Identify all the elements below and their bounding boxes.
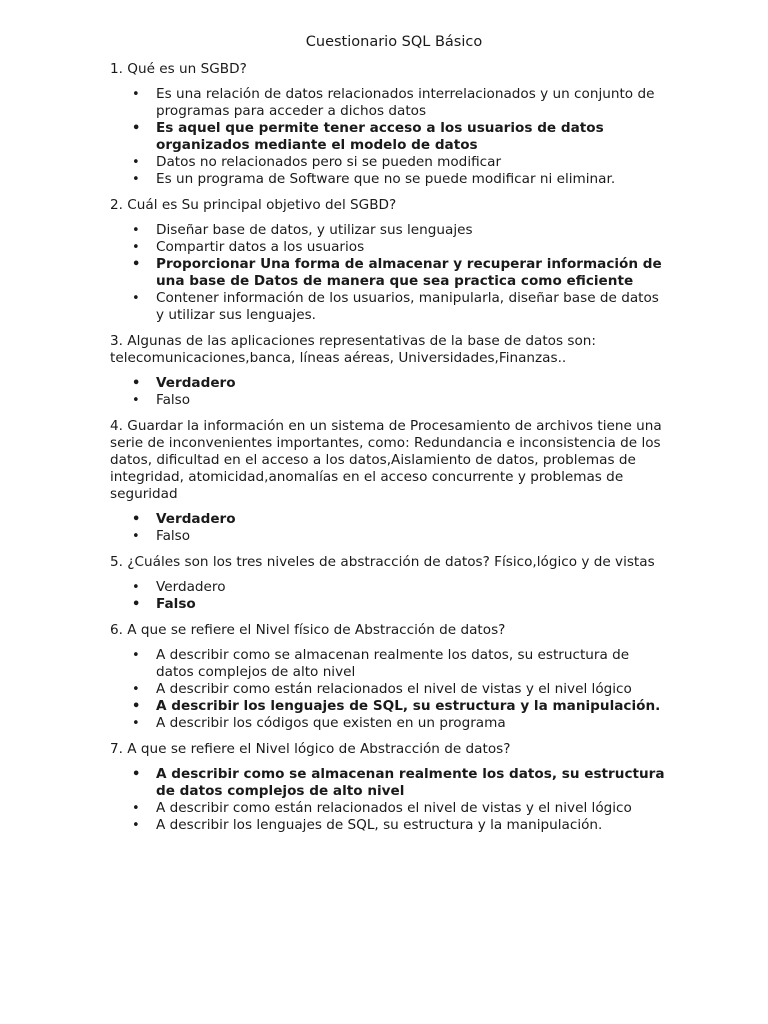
option-list [110, 86, 668, 188]
bullet-icon: • [132, 716, 140, 731]
option-text: Es un programa de Software que no se puede modificar ni eliminar. [156, 171, 616, 187]
question-block [110, 197, 668, 324]
option-item-correct [110, 256, 668, 290]
option-item [110, 528, 668, 545]
option-item-correct [110, 120, 668, 154]
option-list [110, 647, 668, 732]
bullet-icon: • [132, 172, 140, 187]
bullet-icon: • [132, 529, 140, 544]
bullet-icon: • [132, 257, 141, 272]
question-block [110, 741, 668, 834]
bullet-icon: • [132, 393, 140, 408]
option-text: A describir los códigos que existen en un programa [156, 715, 506, 731]
bullet-icon: • [132, 648, 140, 663]
option-text: Verdadero [156, 375, 236, 391]
option-text: Diseñar base de datos, y utilizar sus lenguajes [156, 222, 473, 238]
bullet-icon: • [132, 597, 141, 612]
option-item-correct [110, 766, 668, 800]
question-text: 7. A que se refiere el Nivel lógico de Abstracción de datos? [110, 741, 511, 757]
option-text: Verdadero [156, 579, 226, 595]
document-title: Cuestionario SQL Básico [305, 34, 483, 50]
option-list [110, 579, 668, 613]
bullet-icon: • [132, 767, 141, 782]
option-item [110, 222, 668, 239]
option-item [110, 579, 668, 596]
question-text: 4. Guardar la información en un sistema de Procesamiento de archivos tiene una serie de inconvenientes importantes, como: Redundancia e inconsistencia de los datos, dificultad en el acceso a los datos,Aislamiento de datos, problemas de integridad, atomicidad,anomalías en el acceso concurrente y problemas de seguridad [110, 418, 662, 502]
option-list [110, 766, 668, 834]
option-list [110, 375, 668, 409]
option-item-correct [110, 596, 668, 613]
question-block [110, 622, 668, 732]
option-item [110, 154, 668, 171]
option-text: Falso [156, 528, 191, 544]
option-item [110, 647, 668, 681]
option-item [110, 800, 668, 817]
option-item [110, 392, 668, 409]
option-item [110, 681, 668, 698]
option-text: Es una relación de datos relacionados interrelacionados y un conjunto de programas para acceder a dichos datos [156, 86, 655, 119]
bullet-icon: • [132, 291, 140, 306]
option-item [110, 171, 668, 188]
option-list [110, 222, 668, 324]
bullet-icon: • [132, 121, 141, 136]
option-item [110, 715, 668, 732]
option-text: Compartir datos a los usuarios [156, 239, 365, 255]
option-text: A describir como se almacenan realmente los datos, su estructura de datos complejos de alto nivel [156, 766, 665, 799]
question-text: 5. ¿Cuáles son los tres niveles de abstracción de datos? Físico,lógico y de vistas [110, 554, 655, 570]
bullet-icon: • [132, 87, 140, 102]
option-text: A describir los lenguajes de SQL, su estructura y la manipulación. [156, 698, 661, 714]
option-text: A describir como están relacionados el nivel de vistas y el nivel lógico [156, 681, 632, 697]
bullet-icon: • [132, 240, 140, 255]
question-text: 2. Cuál es Su principal objetivo del SGBD? [110, 197, 397, 213]
question-block [110, 333, 668, 409]
bullet-icon: • [132, 580, 140, 595]
question-block [110, 554, 668, 613]
option-item [110, 290, 668, 324]
option-list [110, 511, 668, 545]
option-item [110, 239, 668, 256]
option-text: A describir los lenguajes de SQL, su estructura y la manipulación. [156, 817, 603, 833]
option-text: Contener información de los usuarios, manipularla, diseñar base de datos y utilizar sus lenguajes. [156, 290, 659, 323]
bullet-icon: • [132, 682, 140, 697]
option-item [110, 817, 668, 834]
question-list [110, 61, 668, 834]
option-text: Verdadero [156, 511, 236, 527]
option-item-correct [110, 375, 668, 392]
bullet-icon: • [132, 512, 141, 527]
bullet-icon: • [132, 376, 141, 391]
option-text: Falso [156, 392, 191, 408]
bullet-icon: • [132, 818, 140, 833]
option-text: Falso [156, 596, 196, 612]
bullet-icon: • [132, 155, 140, 170]
option-text: Es aquel que permite tener acceso a los usuarios de datos organizados mediante el modelo de datos [156, 120, 604, 153]
question-text: 6. A que se refiere el Nivel físico de Abstracción de datos? [110, 622, 506, 638]
option-text: A describir como se almacenan realmente los datos, su estructura de datos complejos de alto nivel [156, 647, 630, 680]
bullet-icon: • [132, 223, 140, 238]
option-text: Proporcionar Una forma de almacenar y recuperar información de una base de Datos de manera que sea practica como eficiente [156, 256, 662, 289]
option-text: A describir como están relacionados el nivel de vistas y el nivel lógico [156, 800, 632, 816]
question-block [110, 418, 668, 545]
option-item-correct [110, 511, 668, 528]
question-block [110, 61, 668, 188]
question-text: 1. Qué es un SGBD? [110, 61, 247, 77]
option-text: Datos no relacionados pero si se pueden modificar [156, 154, 502, 170]
option-item [110, 86, 668, 120]
bullet-icon: • [132, 801, 140, 816]
bullet-icon: • [132, 699, 141, 714]
question-text: 3. Algunas de las aplicaciones representativas de la base de datos son: telecomunicaciones,banca, líneas aéreas, Universidades,Finanzas.. [110, 333, 596, 366]
option-item-correct [110, 698, 668, 715]
